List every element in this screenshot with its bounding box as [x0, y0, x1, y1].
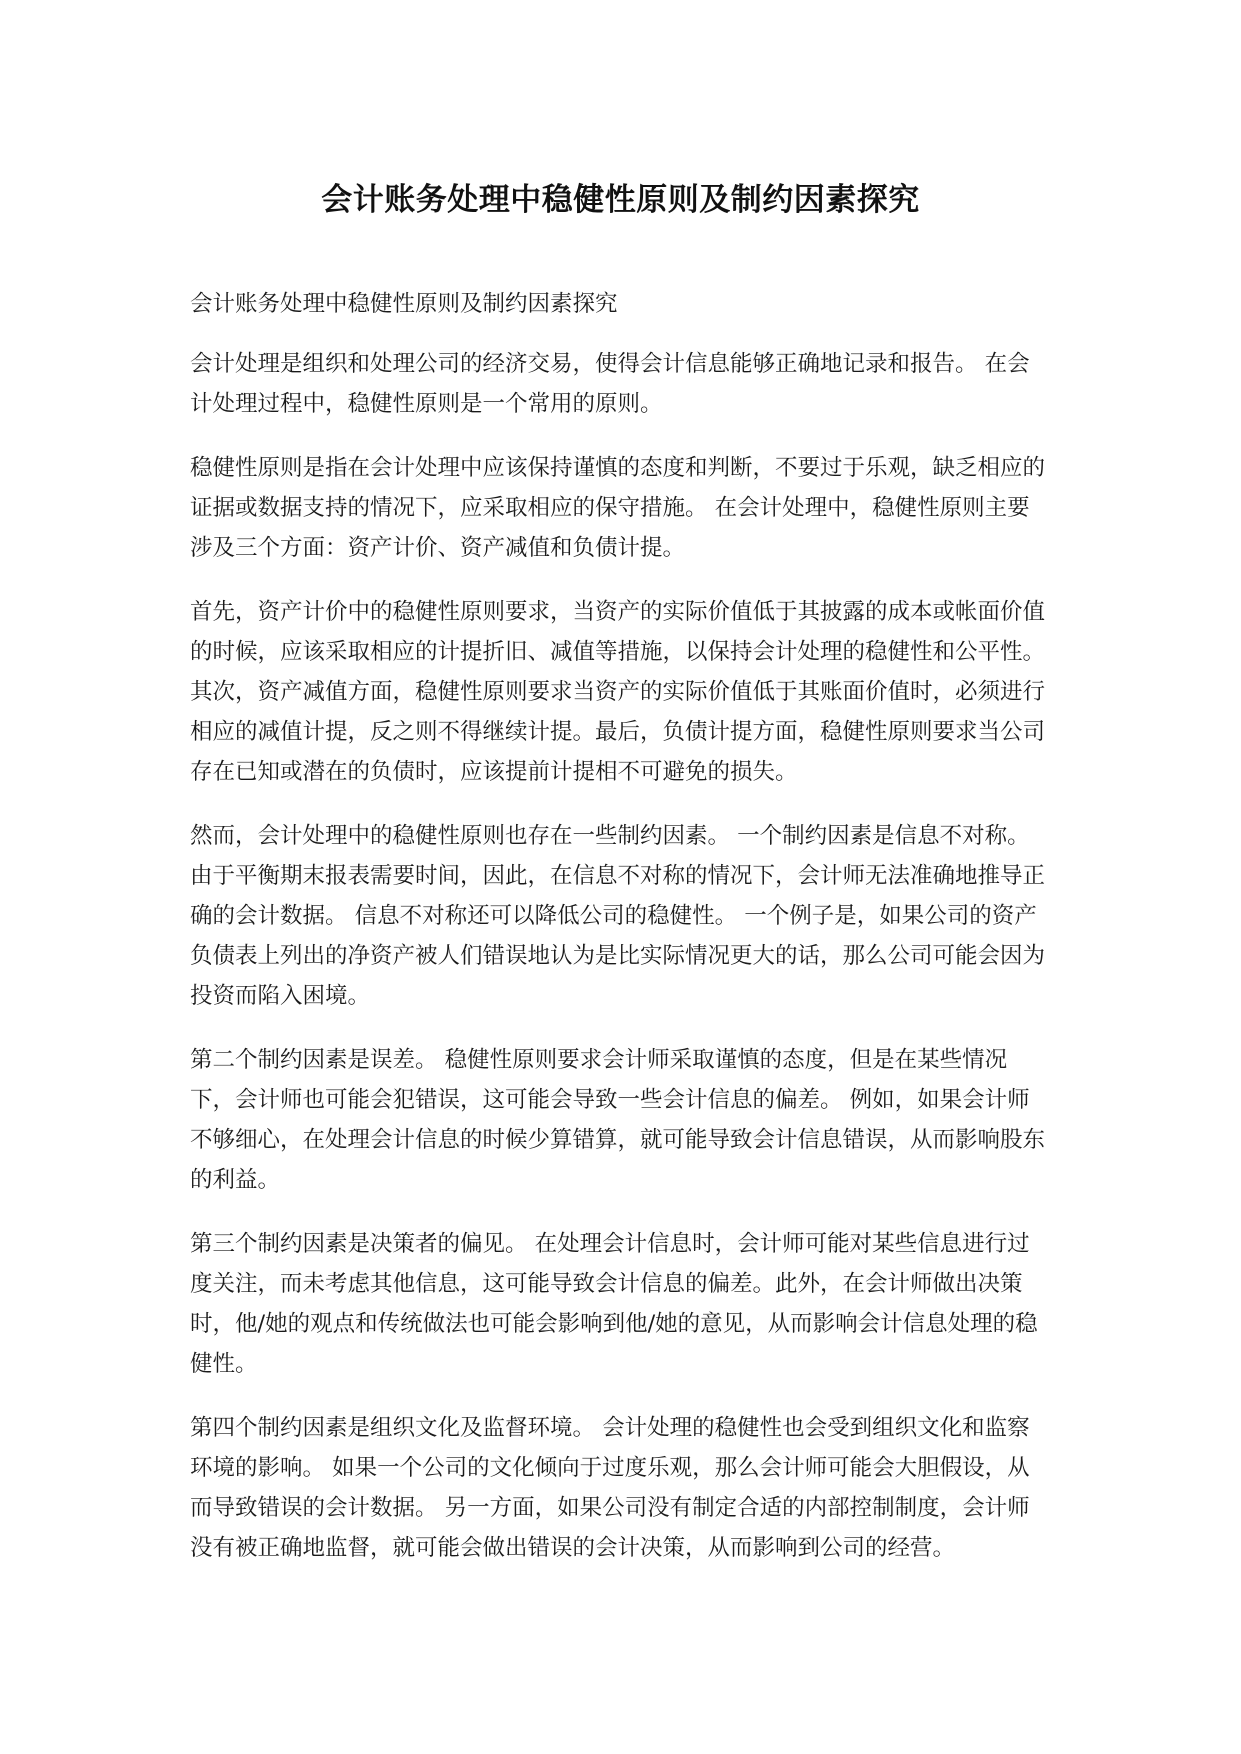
paragraph-definition: 稳健性原则是指在会计处理中应该保持谨慎的态度和判断，不要过于乐观，缺乏相应的证据或数据支持的情况下，应采取相应的保守措施。 在会计处理中，稳健性原则主要涉及三个方面：资产计价、资产减值和负债计提。 — [190, 455, 1046, 561]
paragraph-constraint-error: 第二个制约因素是误差。 稳健性原则要求会计师采取谨慎的态度，但是在某些情况下，会计师也可能会犯错误，这可能会导致一些会计信息的偏差。 例如，如果会计师不够细心，在处理会计信息的时候少算错算，就可能导致会计信息错误，从而影响股东的利益。 — [190, 1047, 1046, 1193]
body-subtitle: 会计账务处理中稳健性原则及制约因素探究 — [190, 291, 618, 317]
paragraph-asset-valuation: 首先，资产计价中的稳健性原则要求，当资产的实际价值低于其披露的成本或帐面价值的时候，应该采取相应的计提折旧、减值等措施，以保持会计处理的稳健性和公平性。 其次，资产减值方面，稳健性原则要求当资产的实际价值低于其账面价值时，必须进行相应的减值计提，反之则不得继续计提。最后，负债计提方面，稳健性原则要求当公司存在已知或潜在的负债时，应该提前计提相不可避免的损失。 — [190, 599, 1046, 785]
paragraph-constraint-information: 然而，会计处理中的稳健性原则也存在一些制约因素。 一个制约因素是信息不对称。 由于平衡期末报表需要时间，因此，在信息不对称的情况下，会计师无法准确地推导正确的会计数据。 信息不对称还可以降低公司的稳健性。 一个例子是，如果公司的资产负债表上列出的净资产被人们错误地认为是比实际情况更大的话，那么公司可能会因为投资而陷入困境。 — [190, 823, 1046, 1009]
paragraph-constraint-culture: 第四个制约因素是组织文化及监督环境。 会计处理的稳健性也会受到组织文化和监察环境的影响。 如果一个公司的文化倾向于过度乐观，那么会计师可能会大胆假设，从而导致错误的会计数据。 另一方面，如果公司没有制定合适的内部控制制度，会计师没有被正确地监督，就可能会做出错误的会计决策，从而影响到公司的经营。 — [190, 1415, 1030, 1561]
document-title: 会计账务处理中稳健性原则及制约因素探究 — [321, 182, 920, 218]
paragraph-intro: 会计处理是组织和处理公司的经济交易，使得会计信息能够正确地记录和报告。 在会计处理过程中，稳健性原则是一个常用的原则。 — [190, 351, 1030, 417]
document-body — [190, 284, 1050, 1592]
paragraph-constraint-bias: 第三个制约因素是决策者的偏见。 在处理会计信息时，会计师可能对某些信息进行过度关注，而未考虑其他信息，这可能导致会计信息的偏差。此外，在会计师做出决策时，他/她的观点和传统做法也可能会影响到他/她的意见，从而影响会计信息处理的稳健性。 — [190, 1231, 1038, 1377]
